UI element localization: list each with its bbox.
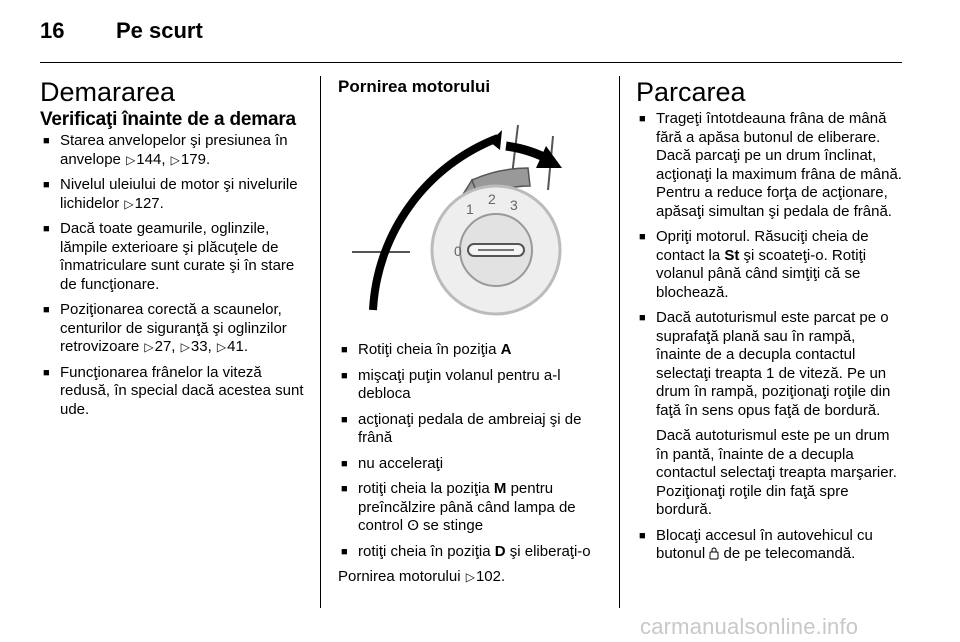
position-label-0: 0: [454, 243, 462, 259]
page-ref-arrow-icon: ▷: [124, 196, 134, 211]
position-label-3: 3: [510, 197, 518, 213]
list-item: ■ rotiţi cheia la poziţia M pentru preîncălzire până când lampa de control ʘ se stinge: [338, 480, 606, 536]
list-item: ■ rotiţi cheia în poziţia D şi eliberaţi-o: [338, 543, 606, 562]
section-title-parcarea: Parcarea: [636, 77, 746, 107]
page-ref-arrow-icon: ▷: [126, 152, 136, 167]
list-item: ■ mişcaţi puţin volanul pentru a-l debloca: [338, 367, 606, 404]
lock-button-icon: [709, 546, 719, 560]
list-item: ■ Funcţionarea frânelor la viteză redusă, în special dacă acestea sunt ude.: [40, 364, 305, 420]
column-parking: [636, 72, 904, 571]
column-divider-2: [619, 76, 620, 608]
ignition-switch-illustration: [338, 110, 606, 320]
page-ref-arrow-icon: ▷: [170, 152, 180, 167]
list-item: ■ Starea anvelopelor şi presiunea în anvelope ▷144, ▷179.: [40, 132, 305, 169]
watermark: carmanualsonline.info: [640, 614, 859, 639]
list-item: ■ Blocaţi accesul în autovehicul cu butonul de pe telecomandă.: [636, 527, 904, 564]
parking-steps-cont: [636, 527, 904, 564]
list-item: ■ Rotiţi cheia în poziţia A: [338, 341, 606, 360]
section-title-engine-start: Pornirea motorului: [338, 77, 491, 96]
page-ref-arrow-icon: ▷: [465, 570, 475, 584]
list-item: ■ Dacă toate geamurile, oglinzile, lămpile exterioare şi plăcuţele de înmatriculare sunt curate şi în stare de funcţionare.: [40, 220, 305, 294]
page-number: 16: [40, 18, 65, 43]
parking-steps: [636, 110, 904, 420]
list-item: ■ nu acceleraţi: [338, 455, 606, 474]
page-ref-arrow-icon: ▷: [216, 340, 227, 354]
running-head: Pe scurt: [116, 18, 203, 43]
column-divider-1: [320, 76, 321, 608]
list-item: ■ acţionaţi pedala de ambreiaj şi de frână: [338, 411, 606, 448]
subsection-title-checks: Verificaţi înainte de a demara: [40, 109, 296, 130]
checklist: [40, 132, 305, 419]
position-label-2: 2: [488, 191, 496, 207]
list-item: ■ Dacă autoturismul este parcat pe o suprafaţă plană sau în rampă, înainte de a decupla contactul selectaţi treapta 1 de viteză. Pe un drum în rampă, poziţionaţi roţile din faţă în sens opus faţă de bordură.: [636, 309, 904, 420]
column-engine-start: [338, 72, 606, 587]
engine-start-steps: [338, 341, 606, 561]
position-label-1: 1: [466, 201, 474, 217]
list-item: ■ Poziţionarea corectă a scaunelor, centurilor de siguranţă şi oglinzilor retrovizoare ▷27, ▷33, ▷41.: [40, 301, 305, 357]
list-item: ■ Trageţi întotdeauna frâna de mână fără a apăsa butonul de eliberare. Dacă parcaţi pe un drum înclinat, acţionaţi la maximum frâna de mână. Pentru a reduce forţa de acţionare, apăsaţi simultan şi pedala de frână.: [636, 110, 904, 221]
page-ref-arrow-icon: ▷: [144, 340, 154, 354]
cross-reference: Pornirea motorului ▷102.: [338, 568, 506, 585]
section-title-demararea: Demararea: [40, 77, 176, 107]
glow-plug-icon: ʘ: [407, 517, 419, 534]
list-item: ■ Opriţi motorul. Răsuciţi cheia de contact la St şi scoateţi-o. Rotiţi volanul până când simţiţi că se blochează.: [636, 228, 904, 302]
top-rule: [40, 62, 902, 63]
parking-note: Dacă autoturismul este pe un drum în pantă, înainte de a decupla contactul selectaţi treapta marşarier. Poziţionaţi roţile din faţă spre bordură.: [656, 427, 897, 518]
list-item: ■ Nivelul uleiului de motor şi nivelurile lichidelor ▷127.: [40, 176, 305, 213]
page-ref-arrow-icon: ▷: [180, 340, 190, 354]
column-starting: [40, 72, 305, 426]
